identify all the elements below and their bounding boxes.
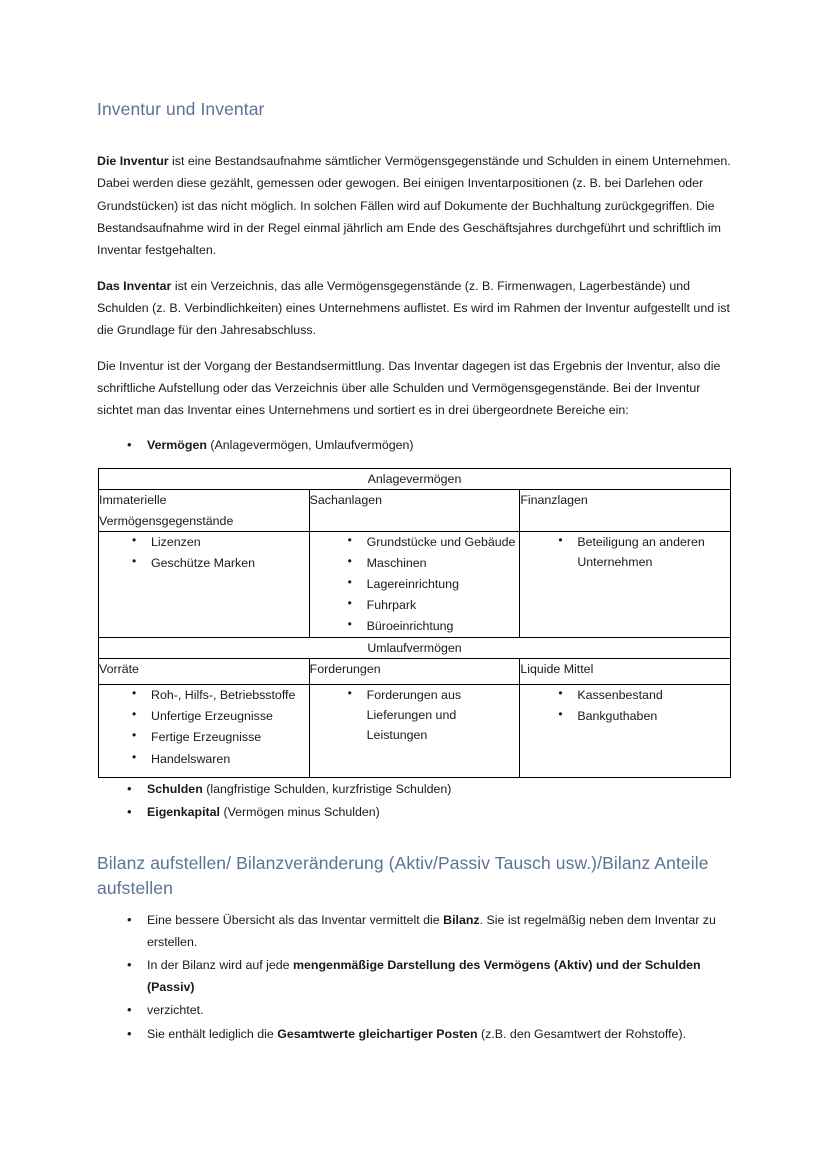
cell-immaterielle-items xyxy=(99,531,310,637)
table-row-umlauf-headers xyxy=(99,659,731,685)
list-item-schulden-detail: (langfristige Schulden, kurzfristige Schulden) xyxy=(202,782,452,797)
list-vorraete xyxy=(99,685,309,768)
table-row-banner-anlagevermoegen xyxy=(99,469,731,490)
list-finanzlagen xyxy=(520,532,730,572)
list-item: • Fertige Erzeugnisse xyxy=(99,727,309,747)
list-liquide-mittel xyxy=(520,685,730,726)
header-forderungen: Forderungen xyxy=(309,659,520,685)
header-vorraete: Vorräte xyxy=(99,659,310,685)
list-item: • Lagereinrichtung xyxy=(310,574,520,594)
header-immaterielle-line1: Immaterielle xyxy=(99,493,167,508)
list-item: • Handelswaren xyxy=(99,749,309,769)
bilanz-text-bold: mengenmäßige Darstellung des Vermögens (Aktiv) und der Schulden (Passiv) xyxy=(147,958,701,995)
list-item-bilanz-verzichtet xyxy=(97,999,731,1021)
list-item-bilanz-gesamtwerte xyxy=(97,1023,731,1045)
header-immaterielle-vermoegensgegenstaende xyxy=(99,490,310,531)
header-liquide-mittel: Liquide Mittel xyxy=(520,659,731,685)
paragraph-inventur-lead: Die Inventur xyxy=(97,154,169,169)
list-item-schulden-label: Schulden xyxy=(147,782,203,797)
list-item-vermoegen xyxy=(97,434,731,456)
bilanz-text-pre: Eine bessere Übersicht als das Inventar vermittelt die xyxy=(147,913,444,928)
list-item: • Geschütze Marken xyxy=(99,553,309,573)
list-item: • Grundstücke und Gebäude xyxy=(310,532,520,552)
inventar-table xyxy=(98,468,731,778)
cell-liquide-mittel-items xyxy=(520,685,731,778)
list-schulden-eigenkapital xyxy=(97,778,731,823)
page-title: Inventur und Inventar xyxy=(97,99,265,119)
list-item-eigenkapital-label: Eigenkapital xyxy=(147,805,220,820)
cell-vorraete-items xyxy=(99,685,310,778)
header-sachanlagen: Sachanlagen xyxy=(309,490,520,531)
list-item: • Beteiligung an anderen Unternehmen xyxy=(520,532,730,572)
list-item: • Bankguthaben xyxy=(520,706,730,726)
bilanz-text-pre: Sie enthält lediglich die xyxy=(147,1026,278,1041)
list-item-vermoegen-label: Vermögen xyxy=(147,438,207,453)
table-row-banner-umlaufvermoegen xyxy=(99,638,731,659)
table-row-anlage-headers xyxy=(99,490,731,531)
cell-finanzlagen-items xyxy=(520,531,731,637)
list-bilanz xyxy=(97,909,731,1044)
paragraph-vergleich xyxy=(97,355,731,421)
banner-umlaufvermoegen: Umlaufvermögen xyxy=(99,638,731,659)
list-item: • Forderungen aus Lieferungen und Leistungen xyxy=(310,685,520,745)
list-item-eigenkapital xyxy=(97,801,731,823)
list-item: • Kassenbestand xyxy=(520,685,730,705)
bilanz-text-pre: verzichtet. xyxy=(147,1003,204,1018)
list-item: • Roh-, Hilfs-, Betriebsstoffe xyxy=(99,685,309,705)
paragraph-inventar-body: ist ein Verzeichnis, das alle Vermögensgegenstände (z. B. Firmenwagen, Lagerbestände) und Schulden (z. B. Verbindlichkeiten) eines Unternehmens auflistet. Es wird im Rahmen der Inventur aufgestellt und ist die Grundlage für den Jahresabschluss. xyxy=(97,278,730,337)
header-finanzlagen: Finanzlagen xyxy=(520,490,731,531)
document-content xyxy=(97,98,731,1046)
cell-sachanlagen-items xyxy=(309,531,520,637)
list-item-eigenkapital-detail: (Vermögen minus Schulden) xyxy=(220,805,380,820)
section-title-bilanz: Bilanz aufstellen/ Bilanzveränderung (Aktiv/Passiv Tausch usw.)/Bilanz Anteile aufstellen xyxy=(97,853,709,899)
paragraph-vergleich-body: Die Inventur ist der Vorgang der Bestandsermittlung. Das Inventar dagegen ist das Ergebnis der Inventur, also die schriftliche Aufstellung oder das Verzeichnis über alle Schulden und Vermögensgegenstände. Bei der Inventur sichtet man das Inventar eines Unternehmens und sortiert es in drei übergeordnete Bereiche ein: xyxy=(97,359,721,418)
table-row-anlage-body xyxy=(99,531,731,637)
list-item: • Lizenzen xyxy=(99,532,309,552)
list-item-vermoegen-detail: (Anlagevermögen, Umlaufvermögen) xyxy=(206,438,414,453)
bilanz-text-post: . Sie ist regelmäßig neben dem Inventar zu erstellen. xyxy=(147,913,716,950)
list-item: • Fuhrpark xyxy=(310,595,520,615)
list-item: • Maschinen xyxy=(310,553,520,573)
list-immaterielle xyxy=(99,532,309,573)
cell-forderungen-items xyxy=(309,685,520,778)
list-bereiche xyxy=(97,434,731,456)
list-item-schulden xyxy=(97,778,731,800)
paragraph-inventur-body: ist eine Bestandsaufnahme sämtlicher Vermögensgegenstände und Schulden in einem Unternehmen. Dabei werden diese gezählt, gemessen oder gewogen. Bei einigen Inventarpositionen (z. B. bei Darlehen oder Grundstücken) ist das nicht möglich. In solchen Fällen wird auf Dokumente der Buchhaltung zurückgegriffen. Die Bestandsaufnahme wird in der Regel einmal jährlich am Ende des Geschäftsjahres durchgeführt und schriftlich im Inventar festgehalten. xyxy=(97,154,731,257)
paragraph-inventar-lead: Das Inventar xyxy=(97,278,172,293)
bilanz-text-bold: Bilanz xyxy=(443,913,480,928)
header-immaterielle-line2: Vermögensgegenstände xyxy=(99,513,234,528)
list-item-bilanz-uebersicht xyxy=(97,909,731,953)
list-item: • Unfertige Erzeugnisse xyxy=(99,706,309,726)
bilanz-text-pre: In der Bilanz wird auf jede xyxy=(147,958,294,973)
list-item: • Büroeinrichtung xyxy=(310,616,520,636)
paragraph-inventur xyxy=(97,150,731,260)
bilanz-text-bold: Gesamtwerte gleichartiger Posten xyxy=(277,1026,478,1041)
table-row-umlauf-body xyxy=(99,685,731,778)
banner-anlagevermoegen: Anlagevermögen xyxy=(99,469,731,490)
bilanz-text-post: (z.B. den Gesamtwert der Rohstoffe). xyxy=(477,1026,687,1041)
list-sachanlagen xyxy=(310,532,520,636)
list-item-bilanz-mengenmaessig xyxy=(97,954,731,998)
list-forderungen xyxy=(310,685,520,745)
paragraph-inventar xyxy=(97,275,731,341)
